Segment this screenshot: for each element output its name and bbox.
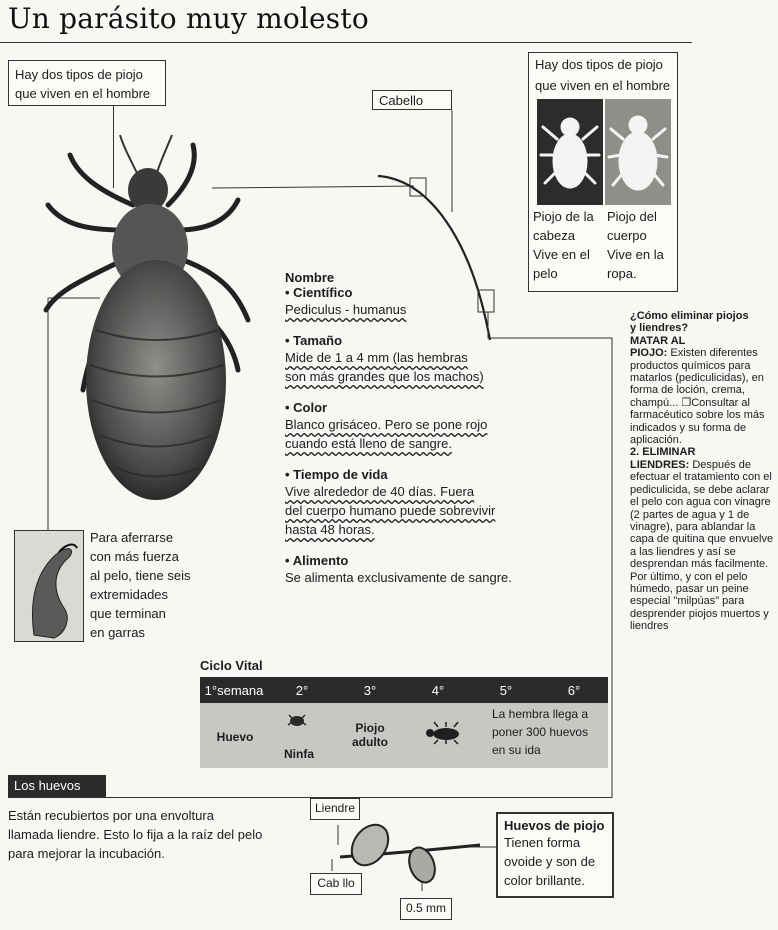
step-1-body: Existen diferentes productos químicos para matarlos (pediculicidas), en forma de loción, crema, champú... ❐Consultar al farmacéutico sobre los más indicados y su forma de aplicación.	[630, 347, 765, 447]
hair-label: Cabello	[372, 90, 452, 110]
eggs-description-line: para mejorar la incubación.	[8, 846, 165, 861]
fact-scientific-label: • Científico	[285, 285, 615, 300]
female-eggs-note	[492, 705, 604, 759]
step-1-title: MATAR AL	[630, 334, 686, 347]
eggs-info-box	[496, 812, 614, 898]
cycle-stages	[200, 703, 608, 768]
fact-name-label: Nombre	[285, 270, 335, 285]
cycle-week: 2°	[295, 682, 309, 698]
claw-inset	[14, 530, 84, 642]
fact-food-value: Se alimenta exclusivamente de sangre.	[285, 570, 512, 585]
nit-label: Liendre	[310, 798, 360, 820]
fact-size-line: son más grandes que los machos)	[285, 369, 484, 384]
claw-note-line: al pelo, tiene seis	[90, 568, 191, 583]
fact-life-line: Vive alrededor de 40 días. Fuera	[285, 484, 475, 499]
louse-types-images	[537, 99, 671, 205]
removal-question: y liendres?	[630, 322, 689, 335]
types-heading-2: que viven en el hombre	[535, 78, 671, 93]
eggs-description-line: Están recubiertos por una envoltura	[8, 808, 214, 823]
cycle-weeks-bar	[200, 677, 608, 703]
body-louse-line: ropa.	[607, 266, 637, 281]
step-2-title: LIENDRES:	[630, 458, 690, 471]
cycle-title: Ciclo Vital	[200, 658, 263, 673]
step-1-title: PIOJO:	[630, 347, 668, 360]
hair-label-eggs: Cab llo	[310, 873, 362, 895]
stage-adult-line: Piojo	[355, 721, 385, 735]
page-title: Un parásito muy molesto	[8, 2, 369, 35]
cycle-week: 1°semana	[204, 682, 264, 698]
fact-life-line: hasta 48 horas.	[285, 522, 375, 537]
claw-note-line: que terminan	[90, 606, 166, 621]
body-louse-line: cuerpo	[607, 228, 647, 243]
female-eggs-line: en su ida	[492, 743, 541, 757]
head-louse-line: cabeza	[533, 228, 575, 243]
step-2-title: 2. ELIMINAR	[630, 446, 696, 459]
body-louse-line: Vive en la	[607, 247, 664, 262]
claw-note-line: extremidades	[90, 587, 169, 602]
cycle-week: 6°	[567, 682, 581, 698]
female-eggs-line: La hembra llega a	[492, 707, 589, 721]
removal-instructions	[630, 310, 776, 633]
types-heading-1: Hay dos tipos de piojo	[535, 57, 663, 72]
fact-color-line: cuando está lleno de sangre.	[285, 436, 452, 451]
stage-adult	[340, 721, 400, 749]
fact-life-label: • Tiempo de vida	[285, 467, 615, 482]
stage-adult-line: adulto	[352, 735, 388, 749]
eggs-description-line: llamada liendre. Esto lo fija a la raíz del pelo	[8, 827, 263, 842]
head-louse-line: pelo	[533, 266, 558, 281]
fact-size-line: Mide de 1 a 4 mm (las hembras	[285, 350, 468, 365]
head-louse-line: Piojo de la	[533, 209, 594, 224]
claw-note-line: Para aferrarse	[90, 530, 174, 545]
facts-panel	[285, 270, 615, 587]
eggs-info-line: ovoide y son de	[504, 854, 596, 869]
louse-illustration	[28, 130, 268, 520]
eggs-info-line: color brillante.	[504, 873, 585, 888]
step-3-body: Por último, y con el pelo húmedo, pasar un peine especial "milpúas" para desprender piojos muertos y liendres	[630, 570, 769, 633]
fact-color-line: Blanco grisáceo. Pero se pone rojo	[285, 417, 488, 432]
removal-question: ¿Cómo eliminar piojos	[630, 310, 749, 322]
fact-size-label: • Tamaño	[285, 333, 615, 348]
cycle-week: 5°	[499, 682, 513, 698]
fact-scientific-value: Pediculus - humanus	[285, 302, 407, 317]
eggs-description	[8, 806, 298, 863]
claw-note-line: en garras	[90, 625, 145, 640]
fact-life-line: del cuerpo humano puede sobrevivir	[285, 503, 496, 518]
fact-color-label: • Color	[285, 400, 615, 415]
head-louse-line: Vive en el	[533, 247, 590, 262]
stage-nymph: Ninfa	[284, 747, 314, 761]
body-louse-line: Piojo del	[607, 209, 657, 224]
eggs-section-label: Los huevos	[8, 775, 106, 797]
cycle-week: 4°	[431, 682, 445, 698]
stage-egg: Huevo	[216, 730, 254, 744]
claw-note	[90, 528, 200, 642]
cycle-week: 3°	[363, 682, 377, 698]
size-label: 0.5 mm	[400, 898, 452, 920]
eggs-info-line: Tienen forma	[504, 835, 581, 850]
fact-food-label: • Alimento	[285, 553, 615, 568]
callout-line-1: Hay dos tipos de piojo	[15, 67, 143, 82]
adult-louse-icon	[422, 721, 464, 745]
nymph-icon	[285, 711, 309, 729]
step-2-body: Después de efectuar el tratamiento con el pediculicida, se debe aclarar el pelo con agua con vinagre (2 partes de agua y 1 de vinagre), para ablandar la capa de quitina que envuelve a las liendres y así se desprendan más facilmente.	[630, 458, 774, 571]
louse-types-box	[528, 52, 678, 292]
eggs-info-title: Huevos de piojo	[504, 818, 605, 833]
female-eggs-line: poner 300 huevos	[492, 725, 589, 739]
callout-line-2: que viven en el hombre	[15, 86, 151, 101]
claw-note-line: con más fuerza	[90, 549, 179, 564]
